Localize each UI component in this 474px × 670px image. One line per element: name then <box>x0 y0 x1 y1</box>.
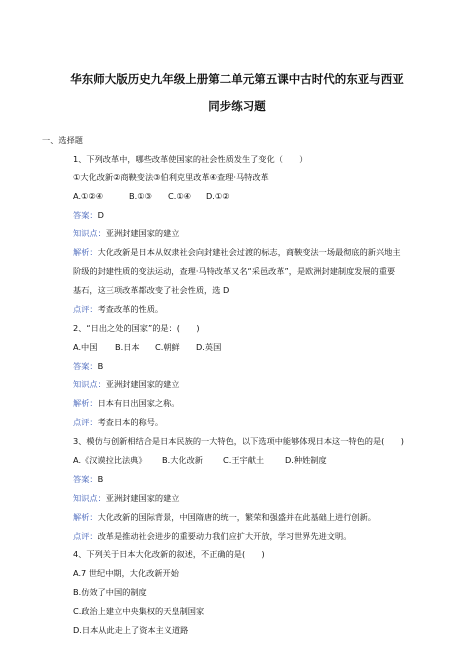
answer-value: B <box>97 474 104 484</box>
explanation-tag: 解析： <box>73 247 98 257</box>
q1-items: ①大化改新②商鞅变法③伯利克里改革④查理·马特改革 <box>73 172 269 182</box>
q2-explanation <box>73 397 179 409</box>
q2-option-d: D.英国 <box>196 342 222 352</box>
q1-options <box>73 190 230 202</box>
q3-option-c: C.王宇献土 <box>223 455 265 465</box>
knowledge-tag: 知识点： <box>73 228 106 238</box>
answer-value: B <box>97 361 104 371</box>
q1-explanation-cont-2: 基石，这三项改革都改变了社会性质，选 D <box>73 285 230 295</box>
knowledge-text: 亚洲封建国家的建立 <box>105 228 180 238</box>
q4-option-d: D.日本从此走上了资本主义道路 <box>73 625 189 635</box>
q1-option-d: D.①② <box>206 191 230 201</box>
q1-comment <box>73 303 163 315</box>
q3-answer <box>73 473 103 485</box>
q1-knowledge-point <box>73 227 179 239</box>
section-heading: 一、选择题 <box>42 135 83 145</box>
explanation-text: 大化改新是日本从奴隶社会向封建社会过渡的标志，商鞅变法一场最彻底的新兴地主 <box>97 247 401 257</box>
q2-knowledge-point <box>73 378 179 390</box>
q1-option-c: C.①④ <box>168 191 191 201</box>
q4-option-b: B.仿效了中国的制度 <box>73 587 147 597</box>
q3-option-d: D.种姓制度 <box>285 455 327 465</box>
q1-explanation-cont-1: 阶级的封建性质的变法运动，查理·马特改革又名“采邑改革”，是欧洲封建制度发展的重要 <box>73 266 396 276</box>
q1-option-b: B.①③ <box>129 191 152 201</box>
knowledge-tag: 知识点： <box>73 493 106 503</box>
knowledge-text: 亚洲封建国家的建立 <box>105 379 180 389</box>
q3-options <box>73 454 327 466</box>
q3-option-a: A.《汉谟拉比法典》 <box>73 455 147 465</box>
answer-tag: 答案： <box>73 474 98 484</box>
answer-value: D <box>97 210 104 220</box>
q3-stem: 3、模仿与创新相结合是日本民族的一大特色，以下选项中能够体现日本这一特色的是( ) <box>73 436 404 446</box>
q3-explanation <box>73 511 376 523</box>
q1-option-a: A.①②④ <box>73 191 104 201</box>
comment-tag: 点评： <box>73 417 98 427</box>
q1-stem: 1、下列改革中，哪些改革使国家的社会性质发生了变化（ ） <box>73 154 308 164</box>
q4-stem: 4、下列关于日本大化改新的叙述，不正确的是( ) <box>73 549 265 559</box>
comment-tag: 点评： <box>73 531 98 541</box>
answer-tag: 答案： <box>73 210 98 220</box>
q1-explanation <box>73 246 401 258</box>
q2-option-b: B.日本 <box>115 342 140 352</box>
q3-knowledge-point <box>73 492 179 504</box>
explanation-text: 大化改新的国际背景，中国隋唐的统一，繁荣和强盛并在此基础上进行创新。 <box>97 512 376 522</box>
comment-tag: 点评： <box>73 304 98 314</box>
comment-text: 考查日本的称号。 <box>97 417 164 427</box>
q2-option-a: A.中国 <box>73 342 98 352</box>
q3-comment <box>73 530 351 542</box>
q4-option-a: A.7 世纪中期，大化改新开始 <box>73 568 179 578</box>
answer-tag: 答案： <box>73 361 98 371</box>
q2-options <box>73 341 221 353</box>
document-title-line-1: 华东师大版历史九年级上册第二单元第五课中古时代的东亚与西亚 <box>70 72 404 86</box>
explanation-text: 日本有日出国家之称。 <box>97 398 180 408</box>
q1-answer <box>73 209 104 221</box>
comment-text: 考查改革的性质。 <box>97 304 164 314</box>
q4-option-c: C.政治上建立中央集权的天皇制国家 <box>73 606 205 616</box>
comment-text: 改革是推动社会进步的重要动力我们应扩大开放，学习世界先进文明。 <box>97 531 352 541</box>
q3-option-b: B.大化改新 <box>162 455 203 465</box>
q2-answer <box>73 360 103 372</box>
q2-comment <box>73 416 163 428</box>
explanation-tag: 解析： <box>73 512 98 522</box>
explanation-tag: 解析： <box>73 398 98 408</box>
document-title-line-2: 同步练习题 <box>208 99 266 113</box>
knowledge-tag: 知识点： <box>73 379 106 389</box>
q2-stem: 2、“日出之处的国家”的是：( ) <box>73 323 200 333</box>
q2-option-c: C.朝鲜 <box>155 342 180 352</box>
knowledge-text: 亚洲封建国家的建立 <box>105 493 180 503</box>
